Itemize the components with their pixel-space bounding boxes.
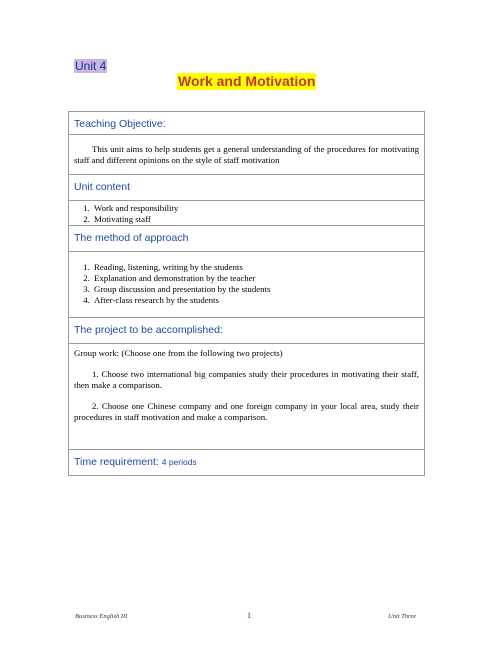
project-option-2: 2. Choose one Chinese company and one foreign company in your local area, study their procedures in staff motivation and make a comparison.: [74, 401, 419, 422]
footer-course: Business English III: [75, 613, 128, 620]
list-item: 2. Motivating staff: [92, 214, 419, 225]
lesson-plan-table: [68, 111, 425, 476]
footer-page-number: 1: [247, 611, 251, 620]
time-heading: Time requirement:: [74, 456, 159, 468]
time-value: 4 periods: [161, 457, 197, 467]
objective-text: This unit aims to help students get a general understanding of the procedures for motivating staff and different opinions on the style of staff motivation: [74, 144, 419, 165]
footer-unit: Unit Three: [388, 613, 417, 620]
content-cell: [69, 201, 425, 226]
objective-heading: Teaching Objective:: [69, 112, 425, 135]
list-item: 1. Reading, listening, writing by the students: [92, 262, 419, 273]
content-heading: Unit content: [69, 175, 425, 201]
project-intro: Group work: (Choose one from the following two projects): [74, 348, 283, 358]
list-item: 4. After-class research by the students: [92, 295, 419, 306]
page-title: Work and Motivation: [178, 73, 316, 89]
approach-cell: [69, 252, 425, 318]
time-row: [69, 450, 425, 476]
list-item: 3. Group discussion and presentation by the students: [92, 284, 419, 295]
approach-heading: The method of approach: [69, 226, 425, 252]
project-heading: The project to be accomplished:: [69, 318, 425, 344]
unit-label: Unit 4: [75, 59, 107, 73]
approach-list: [74, 262, 419, 306]
content-list: [74, 203, 419, 225]
list-item: 2. Explanation and demonstration by the teacher: [92, 273, 419, 284]
objective-cell: [69, 135, 425, 175]
project-cell: [69, 344, 425, 450]
list-item: 1. Work and responsibility: [92, 203, 419, 214]
project-option-1: 1. Choose two international big companies study their procedures in motivating their staff, then make a comparison.: [74, 369, 419, 390]
